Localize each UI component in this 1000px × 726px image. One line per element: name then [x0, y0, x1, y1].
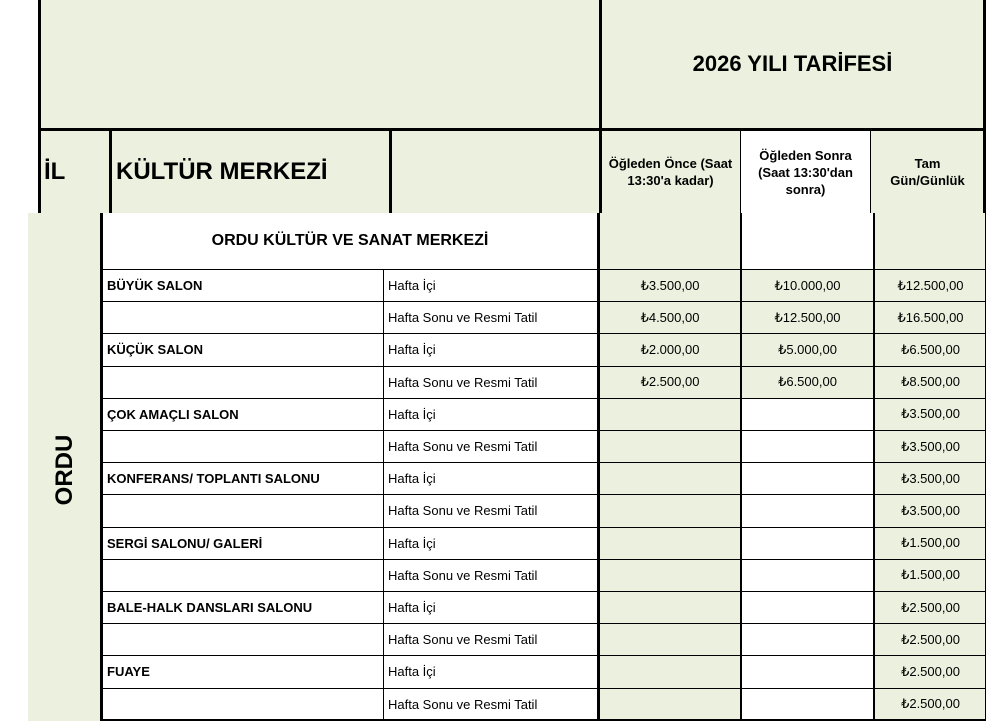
- salon-name: SERGİ SALONU/ GALERİ: [107, 535, 263, 551]
- day-type: Hafta Sonu ve Resmi Tatil: [388, 374, 538, 390]
- col-header-tam-gun: Tam Gün/Günlük: [890, 156, 965, 188]
- price-ogleden-once: [600, 528, 740, 559]
- day-type: Hafta İçi: [388, 664, 436, 680]
- price-tam-gun: ₺12.500,00: [897, 277, 964, 293]
- price-tam-gun: ₺2.500,00: [901, 631, 960, 647]
- kultur-merkezi-header: KÜLTÜR MERKEZİ: [116, 158, 328, 185]
- price-tam-gun: ₺16.500,00: [897, 309, 964, 325]
- table-row: [103, 366, 986, 398]
- price-tam-gun: ₺3.500,00: [901, 438, 960, 454]
- price-ogleden-sonra: ₺10.000,00: [774, 277, 841, 293]
- price-ogleden-once: [600, 592, 740, 623]
- price-ogleden-once: [600, 463, 740, 494]
- price-ogleden-once: [600, 431, 740, 462]
- day-type: Hafta İçi: [388, 471, 436, 487]
- salon-name: [103, 302, 383, 333]
- header-km-divider: [389, 128, 392, 213]
- salon-name: [103, 431, 383, 462]
- salon-name: BALE-HALK DANSLARI SALONU: [107, 600, 313, 616]
- price-tam-gun: ₺3.500,00: [901, 470, 960, 486]
- price-ogleden-sonra: ₺6.500,00: [778, 374, 837, 390]
- header-left-border: [38, 0, 41, 213]
- salon-name: FUAYE: [107, 664, 150, 680]
- table-row: [103, 591, 986, 623]
- header-right-border: [983, 0, 986, 213]
- price-tam-gun: ₺2.500,00: [901, 663, 960, 679]
- salon-name: ÇOK AMAÇLI SALON: [107, 406, 239, 422]
- price-tam-gun: ₺3.500,00: [901, 502, 960, 518]
- salon-name: BÜYÜK SALON: [107, 278, 203, 294]
- day-type: Hafta İçi: [388, 342, 436, 358]
- day-type: Hafta İçi: [388, 278, 436, 294]
- price-tam-gun: ₺1.500,00: [901, 535, 960, 551]
- salon-name: [103, 367, 383, 398]
- price-ogleden-once: [600, 624, 740, 655]
- table-row: [103, 301, 986, 333]
- salon-name: [103, 560, 383, 591]
- table-row: [103, 559, 986, 591]
- tariff-title: 2026 YILI TARİFESİ: [692, 51, 893, 76]
- table-row: [103, 623, 986, 655]
- table-row: [103, 527, 986, 559]
- table-row: [103, 398, 986, 430]
- price-ogleden-sonra: [742, 656, 873, 687]
- day-type: Hafta İçi: [388, 406, 436, 422]
- price-ogleden-sonra: [742, 495, 873, 526]
- price-ogleden-sonra: [742, 592, 873, 623]
- price-ogleden-once: ₺3.500,00: [640, 277, 700, 293]
- day-type: Hafta İçi: [388, 535, 436, 551]
- price-ogleden-once: [600, 656, 740, 687]
- price-tam-gun: ₺2.500,00: [901, 599, 960, 615]
- price-ogleden-once: ₺4.500,00: [640, 309, 700, 325]
- day-type: Hafta Sonu ve Resmi Tatil: [388, 696, 538, 712]
- salon-name: [103, 624, 383, 655]
- table-row: [103, 462, 986, 494]
- price-ogleden-sonra: [742, 689, 873, 720]
- day-type: Hafta Sonu ve Resmi Tatil: [388, 567, 538, 583]
- price-tam-gun: ₺6.500,00: [901, 341, 960, 357]
- day-type: Hafta Sonu ve Resmi Tatil: [388, 503, 538, 519]
- price-ogleden-sonra: [742, 399, 873, 430]
- price-ogleden-sonra: ₺12.500,00: [774, 309, 841, 325]
- day-type: Hafta Sonu ve Resmi Tatil: [388, 310, 538, 326]
- il-header: İL: [44, 158, 66, 185]
- table-row: [103, 333, 986, 365]
- day-type: Hafta Sonu ve Resmi Tatil: [388, 632, 538, 648]
- price-tam-gun: ₺8.500,00: [901, 374, 960, 390]
- table-row: [103, 430, 986, 462]
- salon-name: [103, 495, 383, 526]
- tariff-rows: [103, 269, 986, 720]
- table-row: [103, 688, 986, 720]
- province-label: ORDU: [51, 434, 78, 506]
- salon-name: KONFERANS/ TOPLANTI SALONU: [107, 471, 320, 487]
- table-row: [103, 269, 986, 301]
- price-ogleden-sonra: [742, 624, 873, 655]
- table-row: [103, 494, 986, 526]
- center-name: ORDU KÜLTÜR VE SANAT MERKEZİ: [211, 232, 489, 249]
- day-type: Hafta Sonu ve Resmi Tatil: [388, 439, 538, 455]
- header-il-divider: [109, 128, 112, 213]
- col-header-ogleden-sonra: Öğleden Sonra (Saat 13:30'dan sonra): [740, 131, 871, 213]
- price-ogleden-once: ₺2.000,00: [640, 341, 700, 357]
- price-ogleden-sonra: ₺5.000,00: [778, 341, 837, 357]
- price-tam-gun: ₺3.500,00: [901, 406, 960, 422]
- price-ogleden-once: [600, 560, 740, 591]
- price-tam-gun: ₺1.500,00: [901, 567, 960, 583]
- price-ogleden-once: ₺2.500,00: [640, 374, 700, 390]
- price-ogleden-sonra: [742, 528, 873, 559]
- price-tam-gun: ₺2.500,00: [901, 696, 960, 712]
- day-type: Hafta İçi: [388, 600, 436, 616]
- price-ogleden-sonra: [742, 463, 873, 494]
- salon-name: [103, 689, 383, 720]
- col-header-ogleden-once: Öğleden Önce (Saat 13:30'a kadar): [608, 156, 733, 188]
- price-ogleden-sonra: [742, 431, 873, 462]
- salon-name: KÜÇÜK SALON: [107, 342, 204, 358]
- table-row: [103, 655, 986, 687]
- price-ogleden-once: [600, 495, 740, 526]
- price-ogleden-once: [600, 399, 740, 430]
- price-ogleden-sonra: [742, 560, 873, 591]
- price-ogleden-once: [600, 689, 740, 720]
